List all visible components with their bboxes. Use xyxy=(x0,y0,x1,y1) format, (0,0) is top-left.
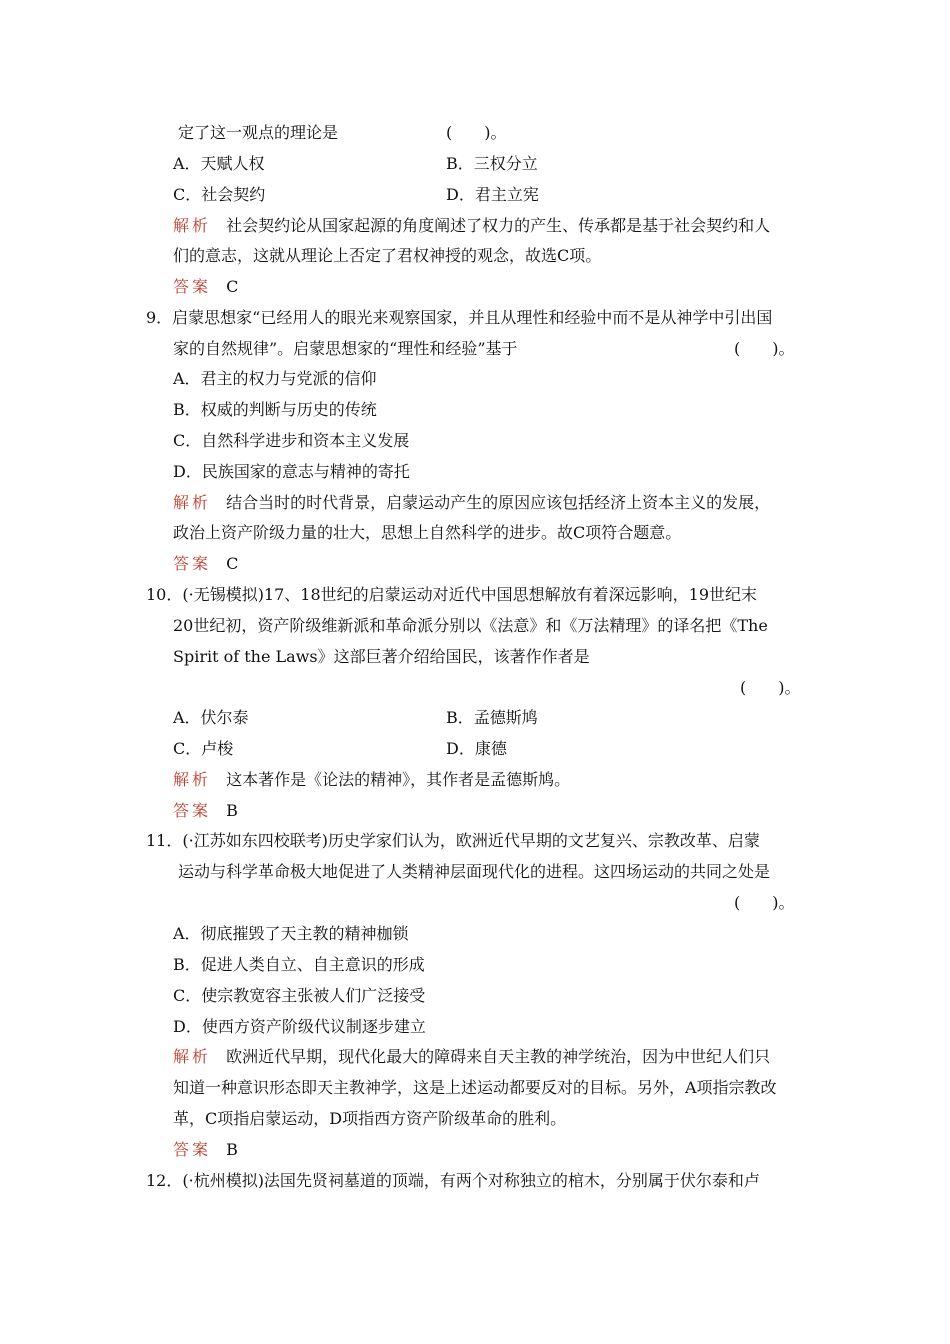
q12-stem-1: 12．(·杭州模拟)法国先贤祠墓道的顶端，有两个对称独立的棺木，分别属于伏尔泰和卢 xyxy=(146,1171,760,1190)
analysis-label: 解析 xyxy=(173,1047,212,1066)
q8-option-a: A．天赋人权 xyxy=(173,154,265,173)
answer-label: 答案 xyxy=(173,554,212,573)
q11-stem-2: 运动与科学革命极大地促进了人类精神层面现代化的进程。这四场运动的共同之处是 xyxy=(178,862,771,881)
q9-stem-1: 9．启蒙思想家“已经用人的眼光来观察国家，并且从理性和经验中而不是从神学中引出国 xyxy=(146,308,773,327)
q11-analysis-text-1: 欧洲近代早期，现代化最大的障碍来自天主教的神学统治，因为中世纪人们只 xyxy=(226,1047,771,1066)
q9-answer-paren: ( )。 xyxy=(734,339,795,358)
q10-option-a: A．伏尔泰 xyxy=(173,708,249,727)
q9-stem-2: 家的自然规律”。启蒙思想家的“理性和经验”基于 xyxy=(173,339,518,358)
q11-option-a: A．彻底摧毁了天主教的精神枷锁 xyxy=(173,924,409,943)
answer-label: 答案 xyxy=(173,801,212,820)
q9-option-a: A．君主的权力与党派的信仰 xyxy=(173,369,377,388)
q9-analysis-text-1: 结合当时的时代背景，启蒙运动产生的原因应该包括经济上资本主义的发展， xyxy=(226,493,771,512)
q8-answer xyxy=(173,277,238,297)
q10-stem-3: Spirit of the Laws》这部巨著介绍给国民，该著作作者是 xyxy=(173,647,590,666)
q9-analysis xyxy=(173,493,770,513)
q9-option-b: B．权威的判断与历史的传统 xyxy=(173,400,377,419)
q10-answer-value: B xyxy=(226,801,238,820)
q8-option-c: C．社会契约 xyxy=(173,185,266,204)
answer-label: 答案 xyxy=(173,1140,212,1159)
q8-option-d: D．君主立宪 xyxy=(446,185,539,204)
q11-analysis-text-3: 革，C项指启蒙运动，D项指西方资产阶级革命的胜利。 xyxy=(173,1109,567,1128)
q8-option-b: B．三权分立 xyxy=(446,154,538,173)
analysis-label: 解析 xyxy=(173,216,212,235)
q11-option-b: B．促进人类自立、自主意识的形成 xyxy=(173,955,425,974)
analysis-label: 解析 xyxy=(173,770,212,789)
q8-answer-paren: ( )。 xyxy=(446,123,507,142)
q11-answer xyxy=(173,1140,238,1160)
q8-analysis-text-1: 社会契约论从国家起源的角度阐述了权力的产生、传承都是基于社会契约和人 xyxy=(226,216,771,235)
q11-option-c: C．使宗教宽容主张被人们广泛接受 xyxy=(173,986,426,1005)
q10-analysis-text-1: 这本著作是《论法的精神》，其作者是孟德斯鸠。 xyxy=(226,770,571,789)
q10-answer xyxy=(173,801,238,821)
q11-answer-value: B xyxy=(226,1140,238,1159)
q10-option-b: B．孟德斯鸠 xyxy=(446,708,538,727)
q10-option-c: C．卢梭 xyxy=(173,739,234,758)
q10-analysis xyxy=(173,770,570,790)
q8-analysis xyxy=(173,216,770,236)
q11-analysis-text-2: 知道一种意识形态即天主教神学，这是上述运动都要反对的目标。另外，A项指宗教改 xyxy=(173,1078,777,1097)
q8-answer-value: C xyxy=(226,277,239,296)
q9-answer-value: C xyxy=(226,554,239,573)
q10-stem-2: 20世纪初，资产阶级维新派和革命派分别以《法意》和《万法精理》的译名把《The xyxy=(173,616,768,635)
q11-stem-1: 11．(·江苏如东四校联考)历史学家们认为，欧洲近代早期的文艺复兴、宗教改革、启蒙 xyxy=(146,831,760,850)
q9-analysis-text-2: 政治上资产阶级力量的壮大，思想上自然科学的进步。故C项符合题意。 xyxy=(173,523,682,542)
q10-stem-1: 10．(·无锡模拟)17、18世纪的启蒙运动对近代中国思想解放有着深远影响，19世纪末 xyxy=(146,585,758,604)
q11-analysis xyxy=(173,1047,770,1067)
analysis-label: 解析 xyxy=(173,493,212,512)
answer-label: 答案 xyxy=(173,277,212,296)
q9-option-d: D．民族国家的意志与精神的寄托 xyxy=(173,462,410,481)
q11-answer-paren: ( )。 xyxy=(734,893,795,912)
q9-answer xyxy=(173,554,238,574)
q10-option-d: D．康德 xyxy=(446,739,507,758)
q11-option-d: D．使西方资产阶级代议制逐步建立 xyxy=(173,1017,426,1036)
q10-answer-paren: ( )。 xyxy=(740,678,801,697)
q8-analysis-text-2: 们的意志，这就从理论上否定了君权神授的观念，故选C项。 xyxy=(173,246,602,265)
q9-option-c: C．自然科学进步和资本主义发展 xyxy=(173,431,410,450)
q8-stem-cont: 定了这一观点的理论是 xyxy=(178,123,339,142)
